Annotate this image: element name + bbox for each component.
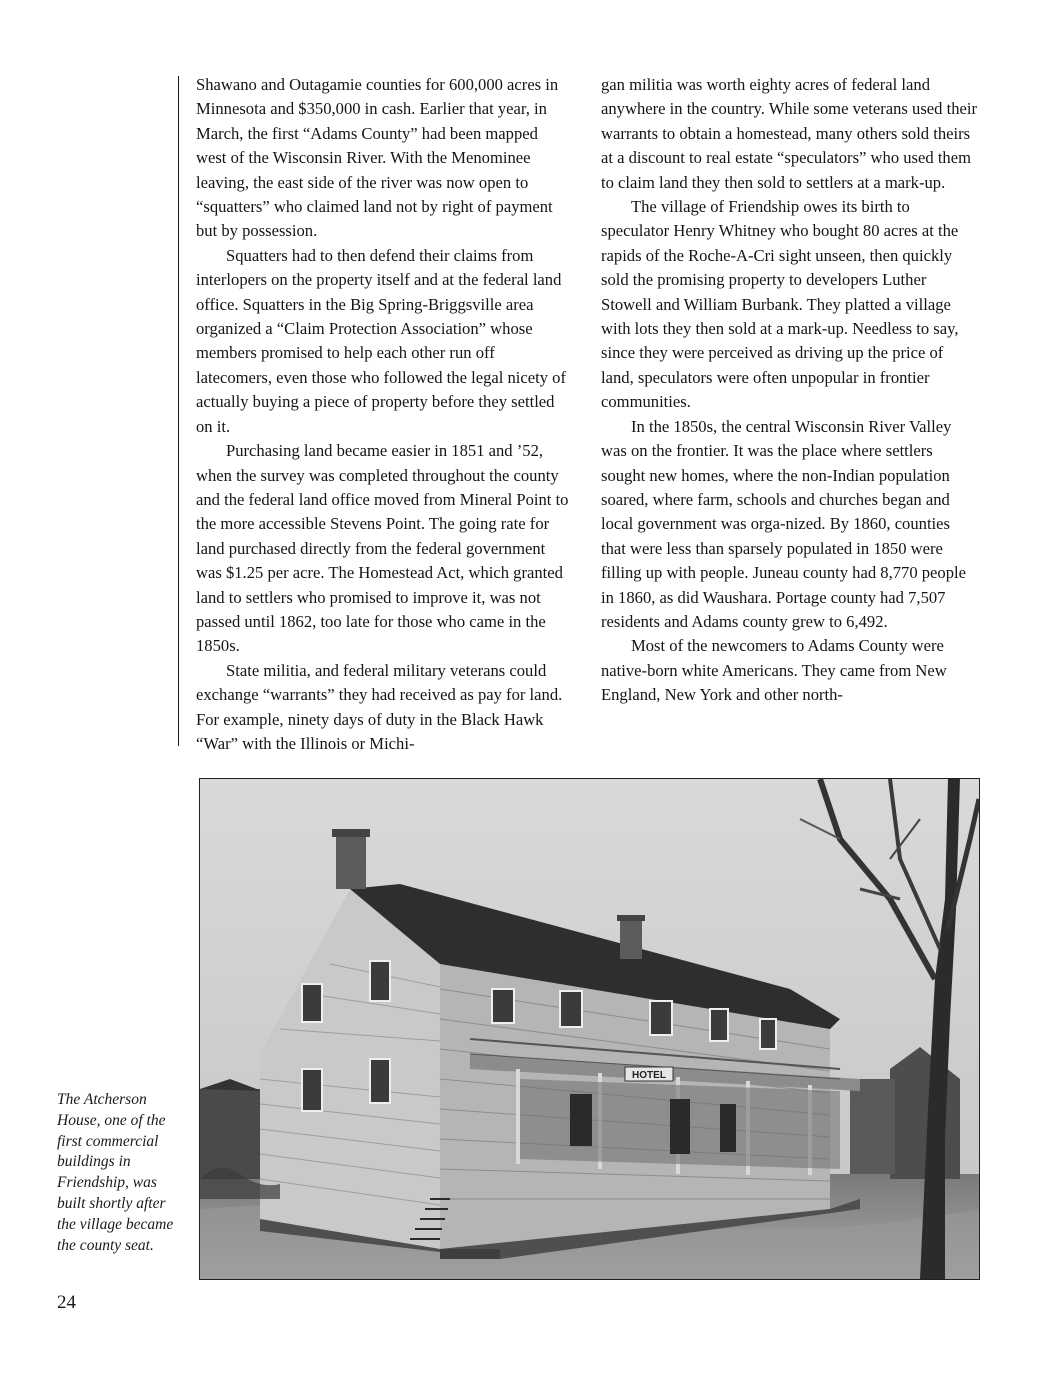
photo-caption: The Atcherson House, one of the first commercial buildings in Friendship, was built shortly after the village became the county seat. — [57, 1091, 174, 1254]
margin-rule — [178, 76, 179, 746]
paragraph: Shawano and Outagamie counties for 600,000 acres in Minnesota and $350,000 in cash. Earlier that year, in March, the first “Adams County” had been mapped west of the Wisconsin River. With the Menominee leaving, the east side of the river was now open to “squatters” who claimed land not by right of payment but by possession. — [196, 75, 559, 241]
atcherson-house-photo — [199, 778, 980, 1280]
paragraph: In the 1850s, the central Wisconsin River Valley was on the frontier. It was the place where settlers sought new homes, where the non-Indian population soared, where farm, schools and churches began and local government was orga-nized. By 1860, counties that were less than sparsely populated in 1850 were filling up with people. Juneau county had 8,770 people in 1860, as did Waushara. Portage county had 7,507 residents and Adams county grew to 6,492. — [601, 416, 966, 631]
paragraph: gan militia was worth eighty acres of federal land anywhere in the country. While some veterans used their warrants to obtain a homestead, many others sold theirs at a discount to real estate “speculators” who used them to claim land they then sold to settlers at a mark-up. — [601, 75, 978, 192]
paragraph: Squatters had to then defend their claims from interlopers on the property itself and at the federal land office. Squatters in the Big Spring-Briggsville area organized a “Claim Protection Association” whose members promised to help each other run off latecomers, even those who followed the legal nicety of actually buying a piece of property before they settled on it. — [196, 245, 567, 436]
paragraph: Most of the newcomers to Adams County were native-born white Americans. They came from New England, New York and other north- — [601, 636, 947, 705]
hotel-sign: HOTEL — [632, 1070, 666, 1081]
text-column-left — [196, 73, 572, 756]
paragraph: State militia, and federal military veterans could exchange “warrants” they had received as pay for land. For example, ninety days of duty in the Black Hawk “War” with the Illinois or Michi- — [196, 660, 563, 753]
text-column-right — [601, 73, 977, 708]
paragraph: The village of Friendship owes its birth to speculator Henry Whitney who bought 80 acres at the rapids of the Roche-A-Cri sight unseen, then quickly sold the promising property to developers Luther Stowell and William Burbank. They platted a village with lots they then sold at a mark-up. Needless to say, since they were perceived as driving up the price of land, speculators were often unpopular in frontier communities. — [601, 197, 959, 412]
page-number: 24 — [57, 1292, 76, 1313]
paragraph: Purchasing land became easier in 1851 and ’52, when the survey was completed throughout the county and the federal land office moved from Mineral Point to the more accessible Stevens Point. The going rate for land purchased directly from the federal government was $1.25 per acre. The Homestead Act, which granted land to settlers who promised to improve it, was not passed until 1862, too late for those who came in the 1850s. — [196, 441, 569, 656]
